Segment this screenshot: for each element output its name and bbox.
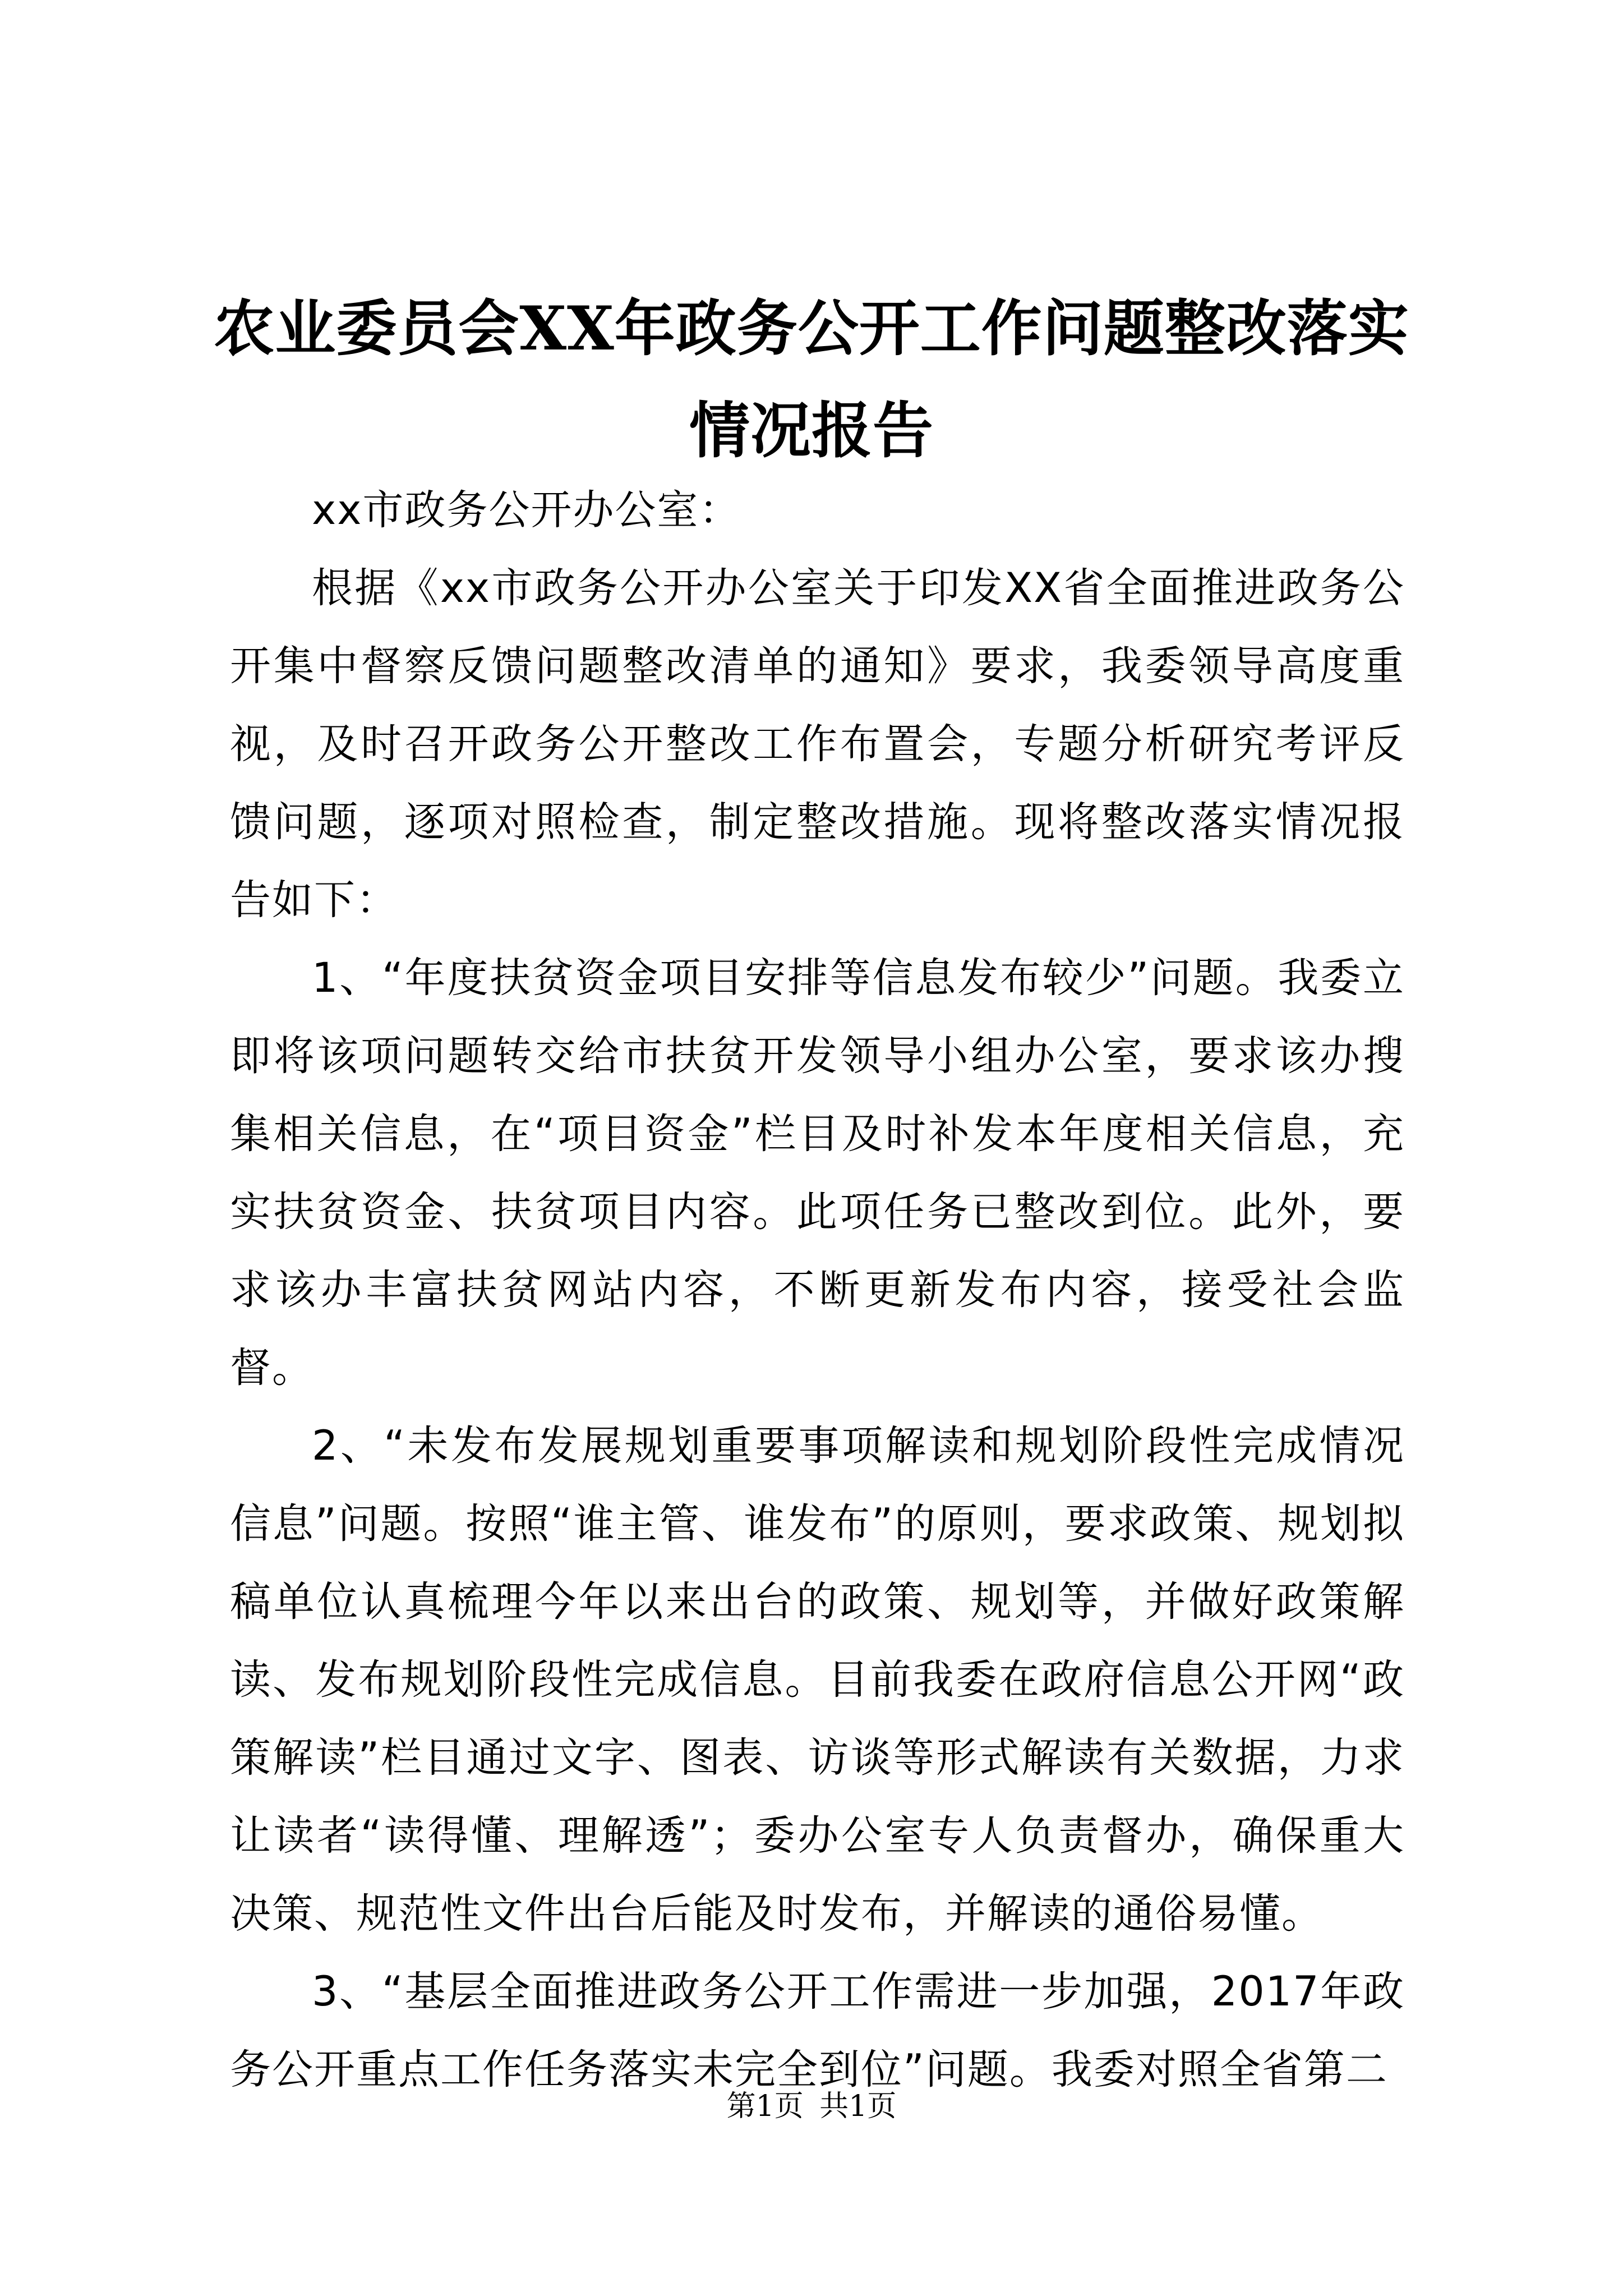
paragraph-item-1: 1、“年度扶贫资金项目安排等信息发布较少”问题。我委立即将该项问题转交给市扶贫开发领导小组办公室，要求该办搜集相关信息，在“项目资金”栏目及时补发本年度相关信息，充实扶贫资金、扶贫项目内容。此项任务已整改到位。此外，要求该办丰富扶贫网站内容，不断更新发布内容，接受社会监督。: [230, 954, 1405, 1392]
paragraph-item-3: 3、“基层全面推进政务公开工作需进一步加强，2017年政务公开重点工作任务落实未完全到位”问题。我委对照全省第二: [230, 1968, 1405, 2093]
page-number-label: 第1页 共1页: [726, 2090, 897, 2123]
page-footer: [0, 2087, 1623, 2126]
salutation: xx市政务公开办公室：: [312, 486, 741, 534]
paragraph-item-2: 2、“未发布发展规划重要事项解读和规划阶段性完成情况信息”问题。按照“谁主管、谁发布”的原则，要求政策、规划拟稿单位认真梳理今年以来出台的政策、规划等，并做好政策解读、发布规划阶段性完成信息。目前我委在政府信息公开网“政策解读”栏目通过文字、图表、访谈等形式解读有关数据，力求让读者“读得懂、理解透”；委办公室专人负责督办，确保重大决策、规范性文件出台后能及时发布，并解读的通俗易懂。: [230, 1422, 1405, 1938]
paragraph-intro: 根据《xx市政务公开办公室关于印发XX省全面推进政务公开集中督察反馈问题整改清单的通知》要求，我委领导高度重视，及时召开政务公开整改工作布置会，专题分析研究考评反馈问题，逐项对照检查，制定整改措施。现将整改落实情况报告如下：: [230, 564, 1405, 924]
document-title: 农业委员会XX年政务公开工作问题整改落实情况报告: [214, 293, 1409, 466]
document-body: [230, 471, 1405, 2109]
